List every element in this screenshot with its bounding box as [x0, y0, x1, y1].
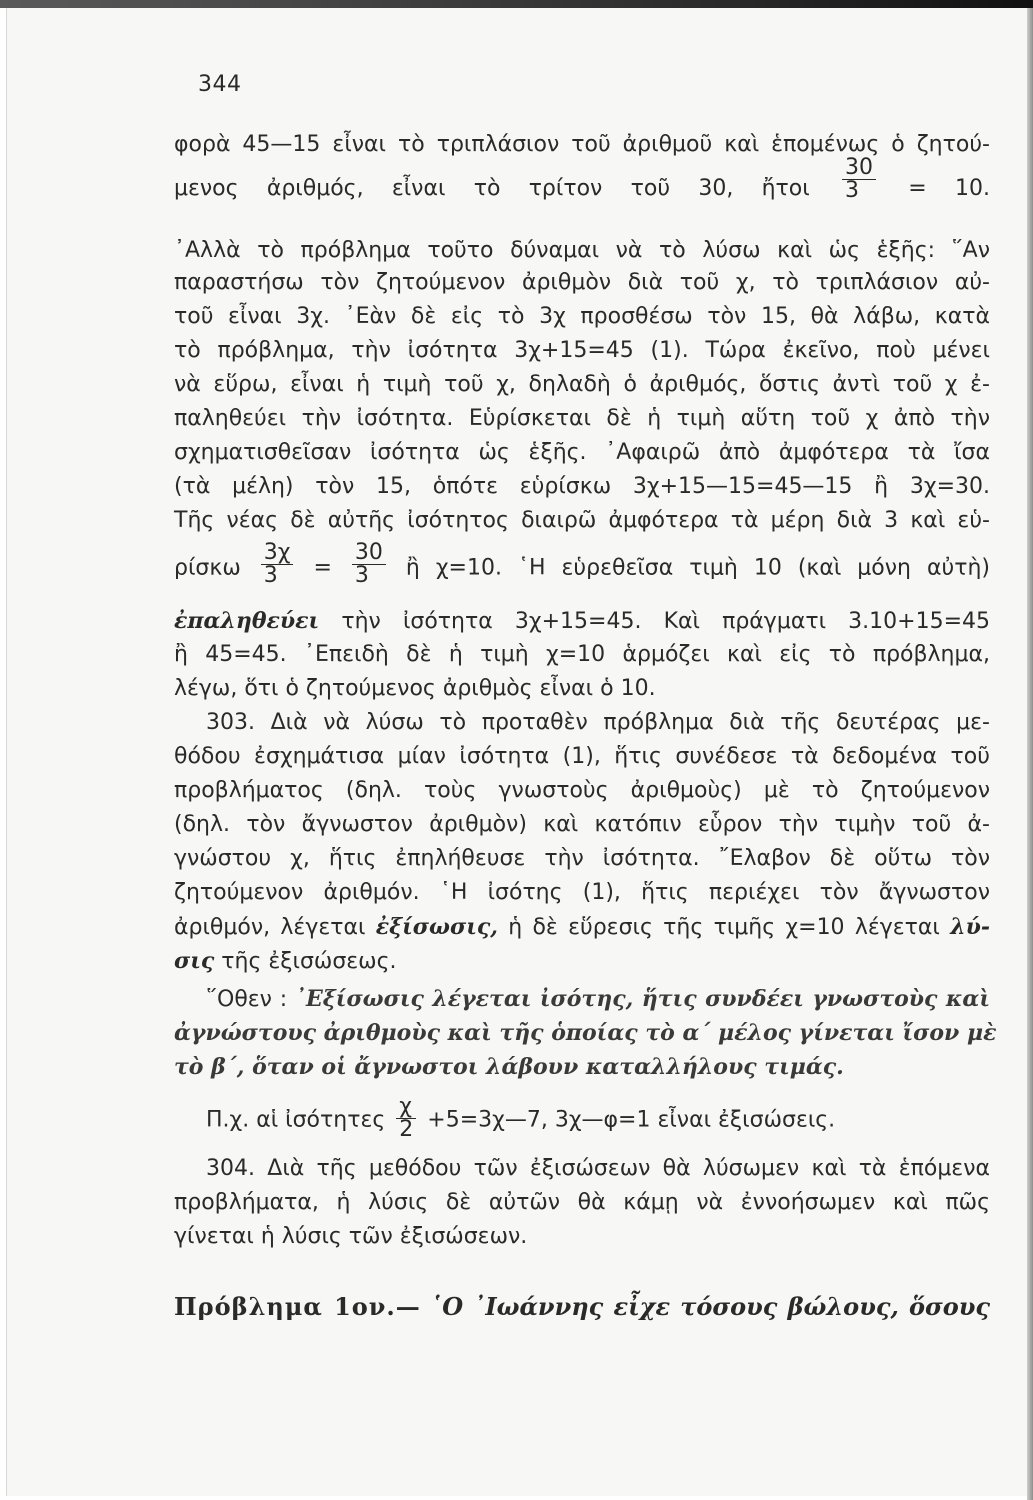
text-line: θόδου ἐσχημάτισα μίαν ἰσότητα (1), ἥτις συνέδεσε τὰ δεδομένα τοῦ: [174, 744, 990, 769]
definition-text: ᾽Εξίσωσις λέγεται ἰσότης, ἥτις συνδέει γνωστοὺς καὶ: [295, 986, 990, 1012]
text-line: προβλήματα, ἡ λύσις δὲ αὐτῶν θὰ κάμῃ νὰ ἐννοήσωμεν καὶ πῶς: [174, 1190, 990, 1215]
definition-text: ἀγνώστους ἀριθμοὺς καὶ τῆς ὁποίας τὸ α΄ μέλος γίνεται ἴσον μὲ: [174, 1020, 997, 1046]
fraction: [352, 542, 386, 587]
fraction-numerator: 30: [842, 157, 876, 180]
text-line: [174, 946, 990, 977]
text-span: = 10.: [908, 176, 990, 201]
text-line: [174, 912, 990, 943]
text-span: Π.χ. αἱ ἰσότητες: [206, 1107, 386, 1133]
text-line: (δηλ. τὸν ἄγνωστον ἀριθμὸν) καὶ κατόπιν εὗρον τὴν τιμὴν τοῦ ἀ-: [174, 812, 990, 837]
fraction: [396, 1096, 416, 1141]
text-line: φορὰ 45—15 εἶναι τὸ τριπλάσιον τοῦ ἀριθμοῦ καὶ ἑπομένως ὁ ζητού-: [174, 132, 990, 157]
definition-line: [174, 1052, 990, 1083]
fraction-numerator: 3χ: [261, 542, 294, 565]
problem-title: Πρόβλημα 1ον.—: [174, 1292, 421, 1321]
problem-heading: [174, 1292, 990, 1321]
text-line: γίνεται ἡ λύσις τῶν ἐξισώσεων.: [174, 1224, 528, 1249]
text-line-with-fraction: [174, 540, 990, 588]
text-span: ρίσκω: [174, 555, 241, 581]
fraction-denominator: 3: [354, 563, 369, 588]
text-span: τῆς ἐξισώσεως.: [221, 949, 397, 974]
fraction-denominator: 3: [845, 177, 859, 203]
text-span: ἀριθμόν, λέγεται: [174, 915, 366, 940]
fraction-numerator: 30: [352, 542, 386, 565]
bold-term: ἐξίσωσις,: [375, 914, 498, 940]
text-span: +5=3χ—7, 3χ—φ=1 εἶναι ἐξισώσεις.: [427, 1107, 836, 1133]
example-line: [206, 1094, 990, 1142]
text-line: τοῦ εἶναι 3χ. ᾽Εὰν δὲ εἰς τὸ 3χ προσθέσω τὸν 15, θὰ λάβω, κατὰ: [174, 304, 990, 329]
text-line: προβλήματος (δηλ. τοὺς γνωστοὺς ἀριθμοὺς) μὲ τὸ ζητούμενον: [174, 778, 990, 803]
text-line: λέγω, ὅτι ὁ ζητούμενος ἀριθμὸς εἶναι ὁ 10.: [174, 676, 656, 701]
text-span: μενος ἀριθμός, εἶναι τὸ τρίτον τοῦ 30, ἤτοι: [174, 176, 810, 201]
paragraph-304-start: 304. Διὰ τῆς μεθόδου τῶν ἐξισώσεων θὰ λύσωμεν καὶ τὰ ἑπόμενα: [206, 1156, 990, 1181]
text-line: [174, 606, 990, 637]
text-line: ζητούμενον ἀριθμόν. ῾Η ἰσότης (1), ἥτις περιέχει τὸν ἄγνωστον: [174, 880, 990, 905]
bold-term: λύ-: [950, 914, 991, 940]
text-line: ἢ 45=45. ᾽Επειδὴ δὲ ἡ τιμὴ χ=10 ἁρμόζει καὶ εἰς τὸ πρόβλημα,: [174, 642, 990, 667]
text-line: Τῆς νέας δὲ αὐτῆς ἰσότητος διαιρῶ ἀμφότερα τὰ μέρη διὰ 3 καὶ εὑ-: [174, 508, 990, 533]
text-line: νὰ εὕρω, εἶναι ἡ τιμὴ τοῦ χ, δηλαδὴ ὁ ἀριθμός, ὅστις ἀντὶ τοῦ χ ἐ-: [174, 372, 990, 397]
definition-line: [206, 984, 990, 1015]
text-line: παληθεύει τὴν ἰσότητα. Εὑρίσκεται δὲ ἡ τιμὴ αὕτη τοῦ χ ἀπὸ τὴν: [174, 406, 990, 431]
fraction-denominator: 2: [399, 1117, 414, 1142]
fraction-denominator: 3: [263, 563, 278, 588]
equals-sign: =: [313, 555, 332, 581]
bold-term: σις: [174, 948, 215, 974]
text-line-with-fraction: [174, 154, 990, 204]
definition-text: τὸ β΄, ὅταν οἱ ἄγνωστοι λάβουν καταλλήλους τιμάς.: [174, 1054, 844, 1080]
text-span: ἢ χ=10. ῾Η εὑρεθεῖσα τιμὴ 10 (καὶ μόνη αὐτὴ): [405, 555, 990, 581]
scan-right-edge: [1027, 8, 1033, 1500]
text-span: ἡ δὲ εὕρεσις τῆς τιμῆς χ=10 λέγεται: [508, 915, 940, 940]
fraction: [842, 154, 876, 203]
text-line: τὸ πρόβλημα, τὴν ἰσότητα 3χ+15=45 (1). Τώρα ἐκεῖνο, ποὺ μένει: [174, 338, 990, 363]
paragraph-303-start: 303. Διὰ νὰ λύσω τὸ προταθὲν πρόβλημα διὰ τῆς δευτέρας με-: [206, 710, 990, 735]
fraction-numerator: χ: [396, 1096, 416, 1119]
bold-term: ἐπαληθεύει: [174, 608, 320, 634]
text-line: ᾽Αλλὰ τὸ πρόβλημα τοῦτο δύναμαι νὰ τὸ λύσω καὶ ὡς ἑξῆς: ῞Αν: [174, 238, 990, 263]
text-line: παραστήσω τὸν ζητούμενον ἀριθμὸν διὰ τοῦ χ, τὸ τριπλάσιον αὐ-: [174, 270, 990, 295]
text-line: (τὰ μέλη) τὸν 15, ὁπότε εὑρίσκω 3χ+15—15=45—15 ἢ 3χ=30.: [174, 474, 990, 499]
text-span: ῞Οθεν :: [206, 987, 288, 1012]
text-line: σχηματισθεῖσαν ἰσότητα ὡς ἑξῆς. ᾽Αφαιρῶ ἀπὸ ἀμφότερα τὰ ἴσα: [174, 440, 990, 465]
definition-line: [174, 1018, 997, 1049]
page-number: 344: [198, 72, 242, 97]
problem-text: ῾Ο ᾽Ιωάννης εἶχε τόσους βώλους, ὅσους: [430, 1292, 990, 1321]
text-line: γνώστου χ, ἥτις ἐπηλήθευσε τὴν ἰσότητα. ῎Ελαβον δὲ οὕτω τὸν: [174, 846, 990, 871]
text-span: τὴν ἰσότητα 3χ+15=45. Καὶ πράγματι 3.10+15=45: [341, 609, 990, 634]
scan-top-border: [0, 0, 1033, 8]
fraction: [261, 542, 294, 587]
